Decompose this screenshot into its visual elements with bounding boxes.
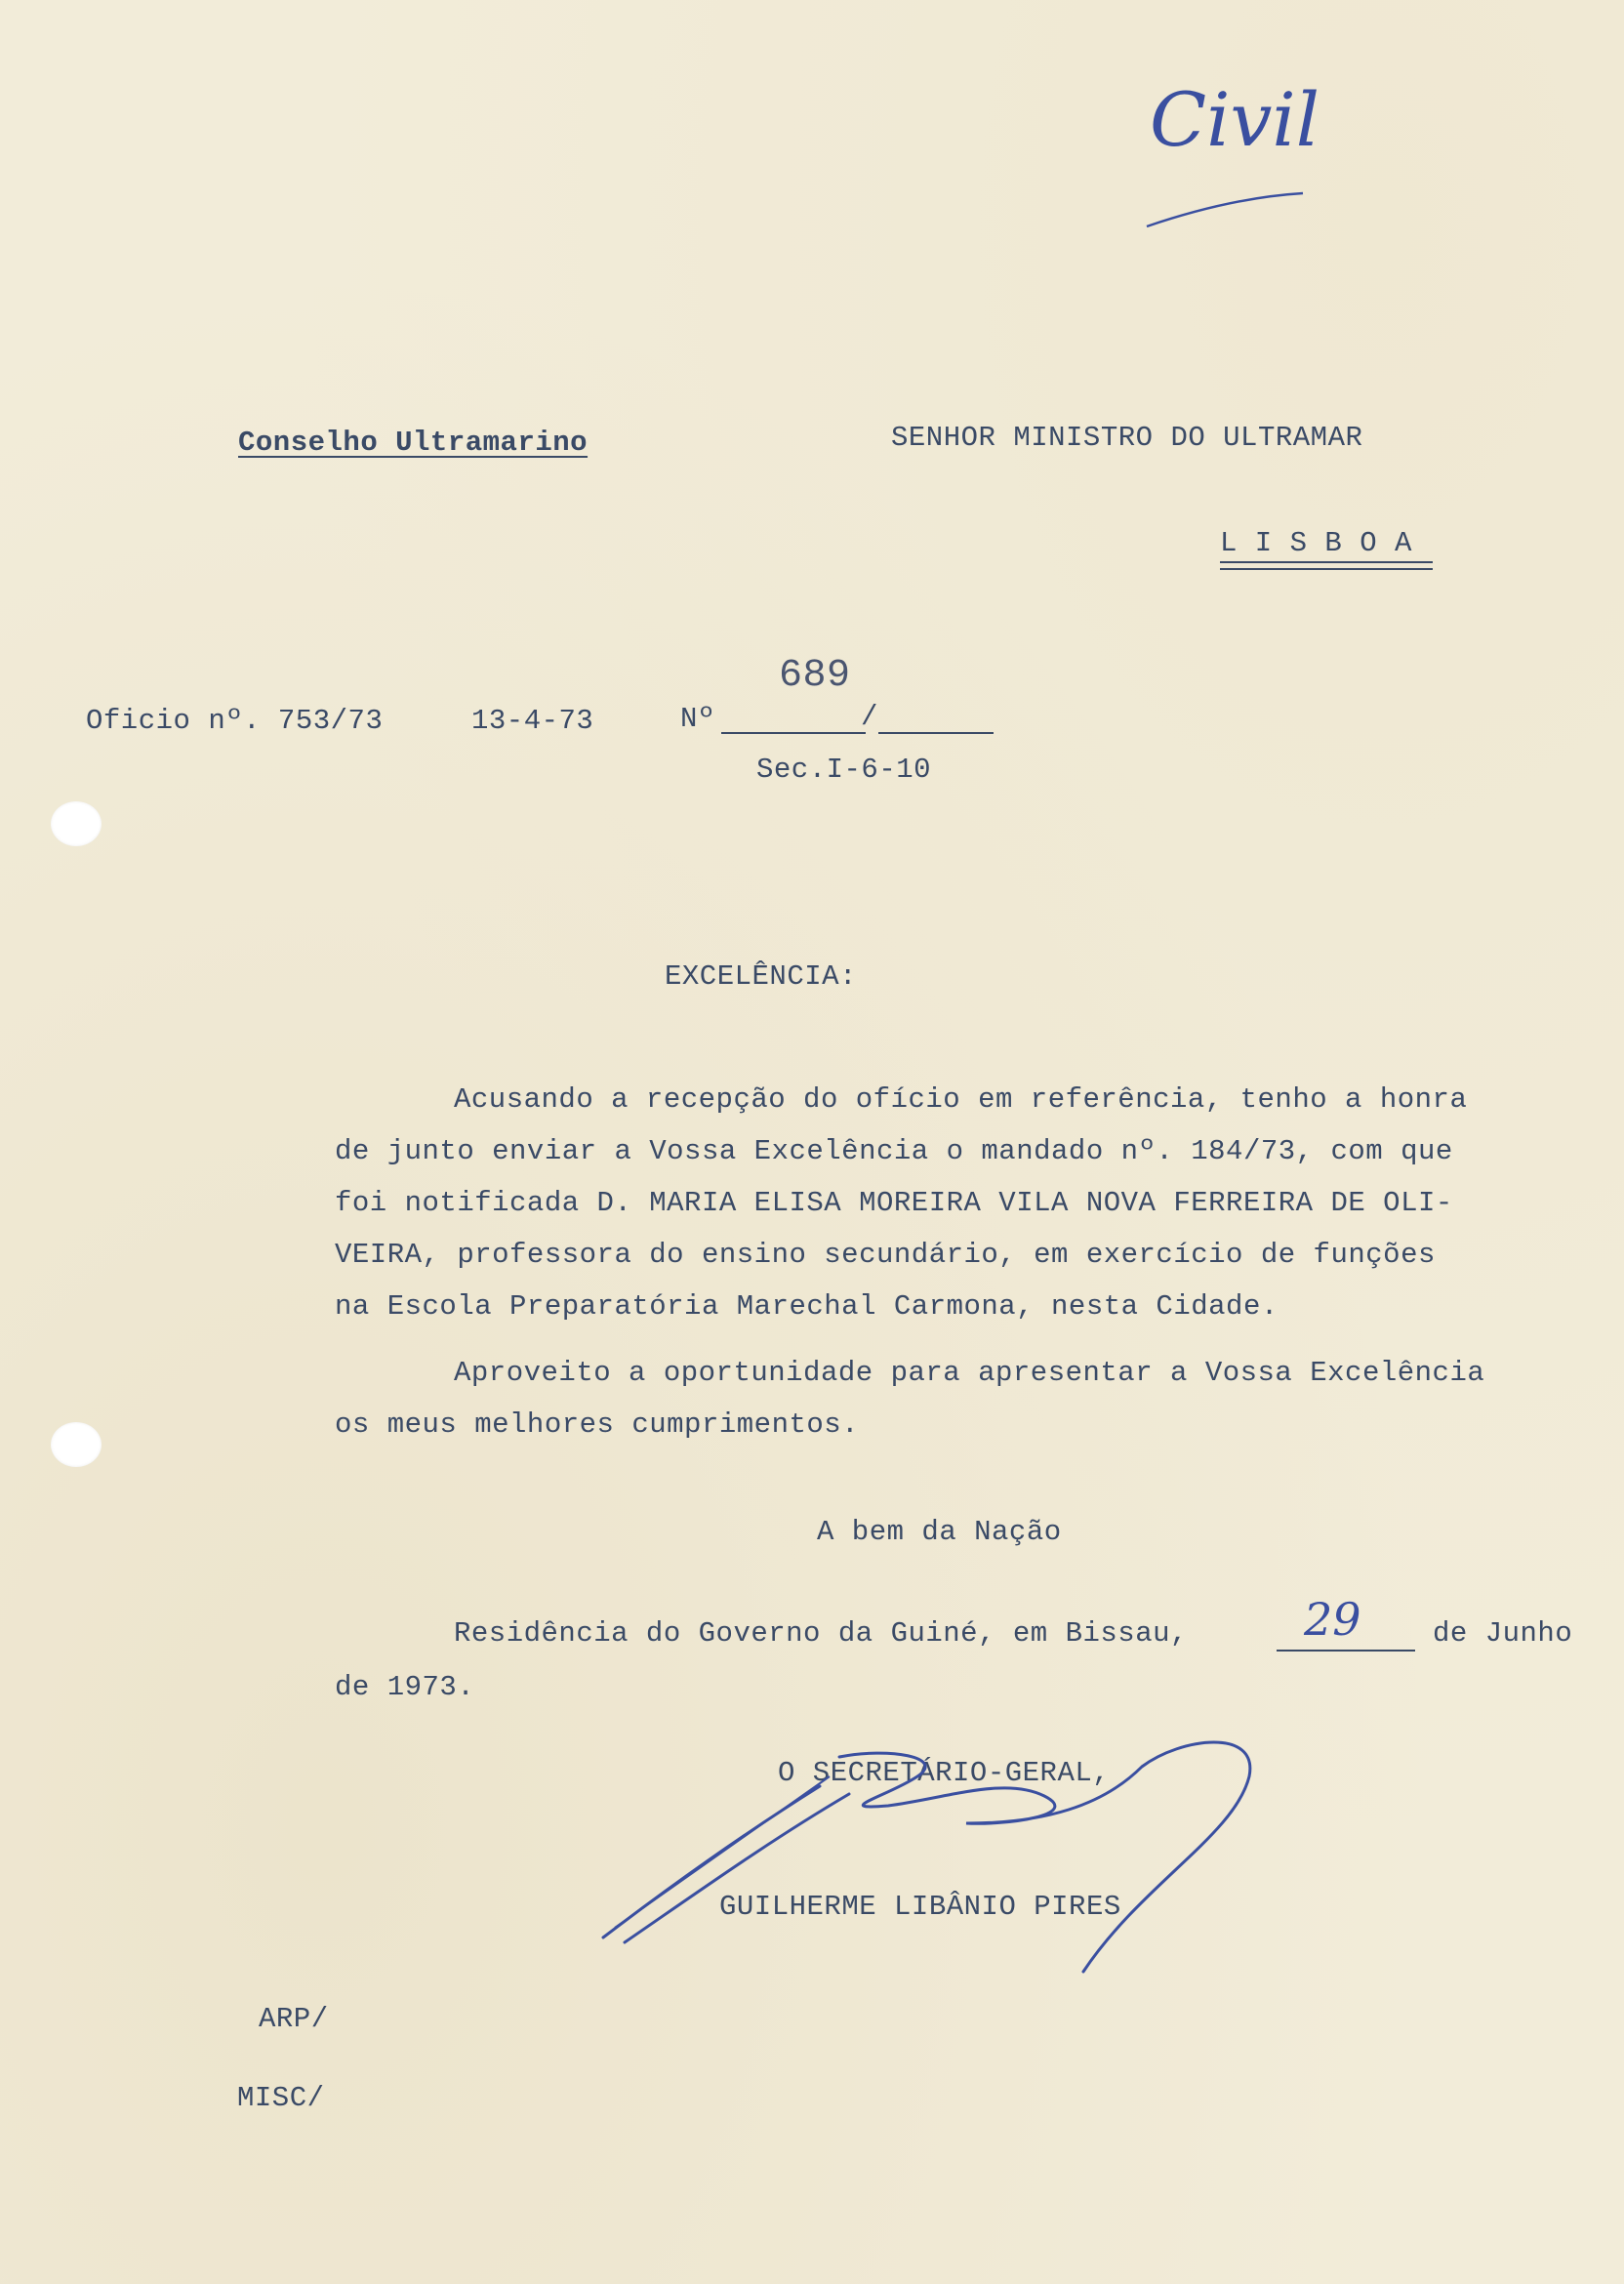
number-label: Nº: [680, 703, 715, 735]
salutation: EXCELÊNCIA:: [665, 960, 857, 993]
oficio-reference: Oficio nº. 753/73: [86, 705, 384, 737]
sender-name: Conselho Ultramarino: [238, 427, 589, 459]
number-blank-1: [721, 732, 866, 734]
city-double-underline: [1220, 561, 1433, 570]
section-reference: Sec.I-6-10: [756, 754, 932, 786]
signatory-name: GUILHERME LIBÂNIO PIRES: [719, 1891, 1121, 1923]
body-line: Aproveito a oportunidade para apresentar a Vossa Excelência: [454, 1357, 1485, 1389]
handwritten-stroke: [1142, 185, 1308, 234]
punch-hole: [51, 1422, 102, 1467]
body-paragraph-1: [335, 1074, 1467, 1332]
handwritten-day: 29: [1304, 1593, 1361, 1646]
body-line: VEIRA, professora do ensino secundário, em exercício de funções: [335, 1239, 1436, 1271]
number-slash: /: [861, 701, 878, 733]
residence-line-end: de Junho: [1433, 1617, 1573, 1650]
number-blank-2: [878, 732, 994, 734]
recipient-title: SENHOR MINISTRO DO ULTRAMAR: [891, 422, 1363, 454]
footer-ref-arp: ARP/: [259, 2003, 329, 2035]
body-paragraph-2: [335, 1347, 1484, 1450]
closing-motto: A bem da Nação: [817, 1516, 1062, 1548]
body-line: os meus melhores cumprimentos.: [335, 1408, 860, 1441]
footer-ref-misc: MISC/: [237, 2082, 325, 2114]
stamped-number: 689: [779, 654, 851, 698]
oficio-date: 13-4-73: [471, 705, 594, 737]
recipient-city: L I S B O A: [1220, 527, 1412, 559]
residence-line-start: Residência do Governo da Guiné, em Bissau,: [454, 1617, 1188, 1650]
body-line: na Escola Preparatória Marechal Carmona, nesta Cidade.: [335, 1290, 1279, 1323]
body-line: Acusando a recepção do ofício em referência, tenho a honra: [454, 1083, 1468, 1116]
day-blank: [1277, 1650, 1415, 1652]
residence-year: de 1973.: [335, 1671, 475, 1703]
body-line: de junto enviar a Vossa Excelência o mandado nº. 184/73, com que: [335, 1135, 1453, 1167]
handwritten-signature: [595, 1718, 1279, 1981]
punch-hole: [51, 801, 102, 846]
handwritten-note: Civil: [1150, 76, 1320, 163]
signatory-title: O SECRETÁRIO-GERAL,: [778, 1757, 1111, 1789]
body-line: foi notificada D. MARIA ELISA MOREIRA VILA NOVA FERREIRA DE OLI-: [335, 1187, 1453, 1219]
